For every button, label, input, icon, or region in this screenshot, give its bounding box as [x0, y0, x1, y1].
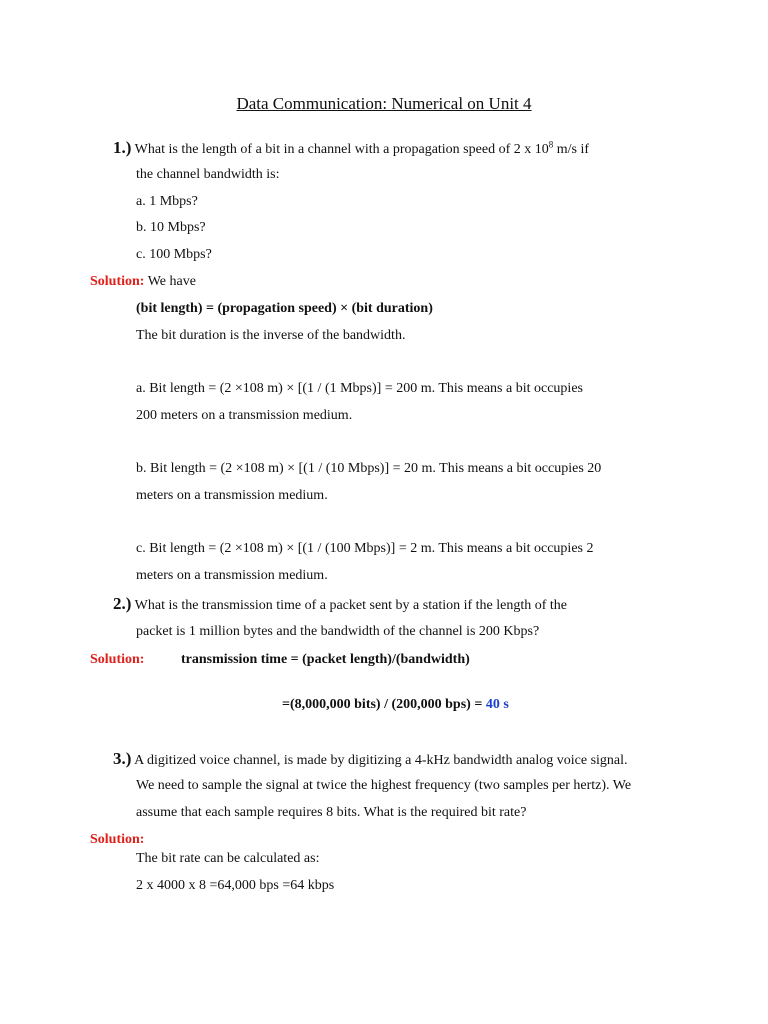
question-number: 2.): [113, 594, 132, 613]
answer-b-line2: meters on a transmission medium.: [136, 488, 328, 503]
question-2: [113, 595, 567, 615]
page-title: Data Communication: Numerical on Unit 4: [236, 94, 532, 113]
option-c: c. 100 Mbps?: [136, 247, 212, 262]
question-text-line: packet is 1 million bytes and the bandwidth of the channel is 200 Kbps?: [136, 624, 540, 639]
calculation: =(8,000,000 bits) / (200,000 bps) = 40 s: [282, 697, 509, 712]
question-text: What is the length of a bit in a channel with a propagation speed of 2 x $10^8$ m/s if: [134, 139, 590, 157]
question-3: [113, 750, 628, 770]
solution-label: Solution:: [90, 274, 145, 289]
question-text: What is the transmission time of a packet sent by a station if the length of the: [134, 598, 568, 613]
option-b: b. 10 Mbps?: [136, 220, 206, 235]
solution-1: [90, 273, 196, 291]
answer-c-line1: c. Bit length = (2 ×108 m) × [(1 / (100 Mbps)] = 2 m. This means a bit occupies 2: [136, 541, 594, 556]
solution-text: The bit rate can be calculated as:: [136, 851, 320, 866]
question-text-line: We need to sample the signal at twice the highest frequency (two samples per hertz). We: [136, 778, 632, 793]
result-value: 40 s: [485, 697, 509, 712]
answer-c-line2: meters on a transmission medium.: [136, 568, 328, 583]
option-a: a. 1 Mbps?: [136, 194, 198, 209]
question-text: A digitized voice channel, is made by digitizing a 4-kHz bandwidth analog voice signal.: [134, 753, 628, 768]
question-number: 3.): [113, 749, 132, 768]
question-number: 1.): [113, 138, 132, 157]
solution-label: Solution:: [90, 652, 145, 667]
question-text-line: assume that each sample requires 8 bits. What is the required bit rate?: [136, 805, 527, 820]
solution-intro: We have: [144, 274, 196, 289]
answer-a-line1: a. Bit length = (2 ×108 m) × [(1 / (1 Mbps)] = 200 m. This means a bit occupies: [136, 381, 583, 396]
solution-label: Solution:: [90, 832, 145, 847]
question-text-line: the channel bandwidth is:: [136, 167, 280, 182]
answer-a-line2: 200 meters on a transmission medium.: [136, 408, 353, 423]
formula: transmission time = (packet length)/(bandwidth): [181, 652, 470, 667]
solution-result: 2 x 4000 x 8 =64,000 bps =64 kbps: [136, 878, 335, 893]
question-1: [113, 139, 589, 159]
formula: (bit length) = (propagation speed) × (bit duration): [136, 301, 433, 316]
note: The bit duration is the inverse of the bandwidth.: [136, 328, 406, 343]
answer-b-line1: b. Bit length = (2 ×108 m) × [(1 / (10 Mbps)] = 20 m. This means a bit occupies 20: [136, 461, 602, 476]
